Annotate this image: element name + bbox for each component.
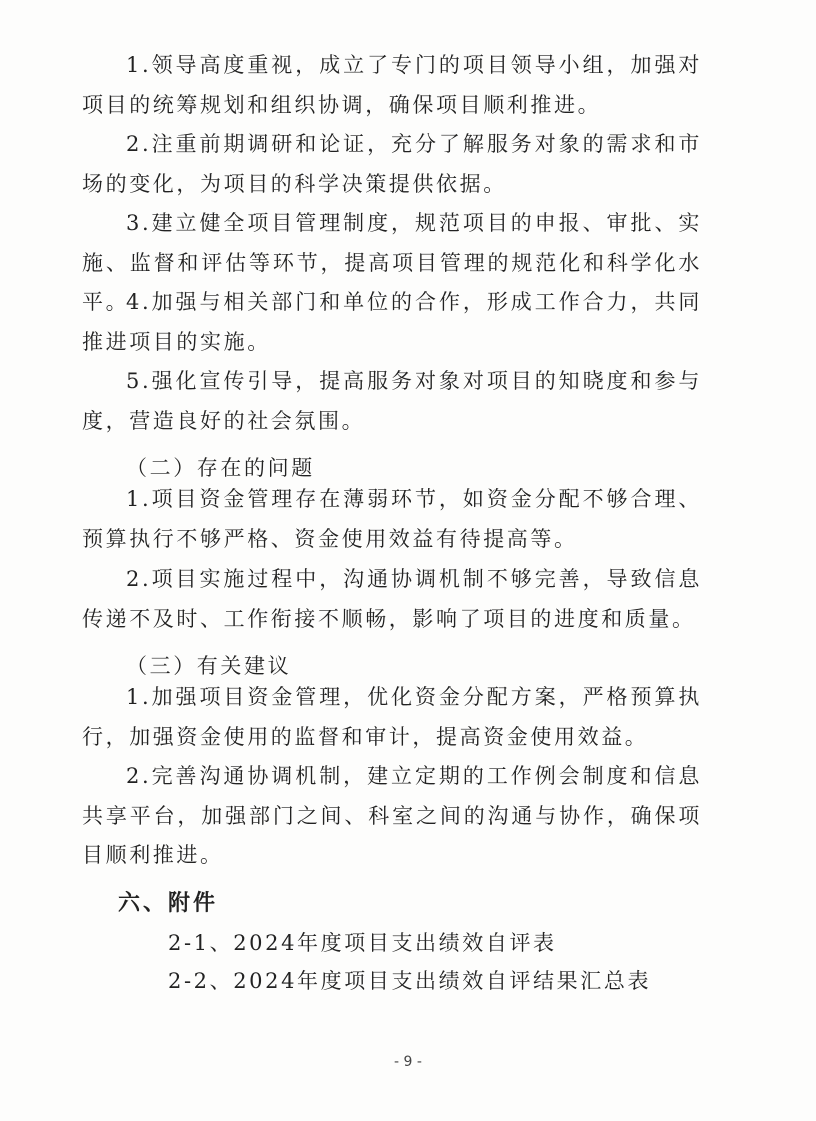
measure-item-5: 5.强化宣传引导，提高服务对象对项目的知晓度和参与度，营造良好的社会氛围。 [82, 369, 702, 433]
attachments-heading: 六、附件 [118, 891, 219, 916]
measure-item-3: 3.建立健全项目管理制度，规范项目的申报、审批、实施、监督和评估等环节，提高项目管理的规范化和科学化水平。 [82, 211, 702, 314]
suggestion-item-1: 1.加强项目资金管理，优化资金分配方案，严格预算执行，加强资金使用的监督和审计，提高资金使用效益。 [82, 685, 702, 749]
measure-item-1: 1.领导高度重视，成立了专门的项目领导小组，加强对项目的统筹规划和组织协调，确保项目顺利推进。 [82, 53, 702, 117]
attachment-item-2: 2-2、2024年度项目支出绩效自评结果汇总表 [168, 969, 652, 993]
problem-item-1: 1.项目资金管理存在薄弱环节，如资金分配不够合理、预算执行不够严格、资金使用效益有待提高等。 [82, 487, 702, 551]
suggestion-item-2: 2.完善沟通协调机制，建立定期的工作例会制度和信息共享平台，加强部门之间、科室之间的沟通与协作，确保项目顺利推进。 [82, 764, 702, 867]
suggestions-heading: （三）有关建议 [126, 654, 292, 678]
problem-item-2: 2.项目实施过程中，沟通协调机制不够完善，导致信息传递不及时、工作衔接不顺畅，影响了项目的进度和质量。 [82, 567, 702, 631]
attachment-item-1: 2-1、2024年度项目支出绩效自评表 [168, 931, 557, 955]
page-number: - 9 - [394, 1054, 422, 1070]
measure-item-4: 4.加强与相关部门和单位的合作，形成工作合力，共同推进项目的实施。 [82, 290, 702, 354]
problems-heading: （二）存在的问题 [126, 456, 315, 480]
measure-item-2: 2.注重前期调研和论证，充分了解服务对象的需求和市场的变化，为项目的科学决策提供依据。 [82, 132, 702, 196]
